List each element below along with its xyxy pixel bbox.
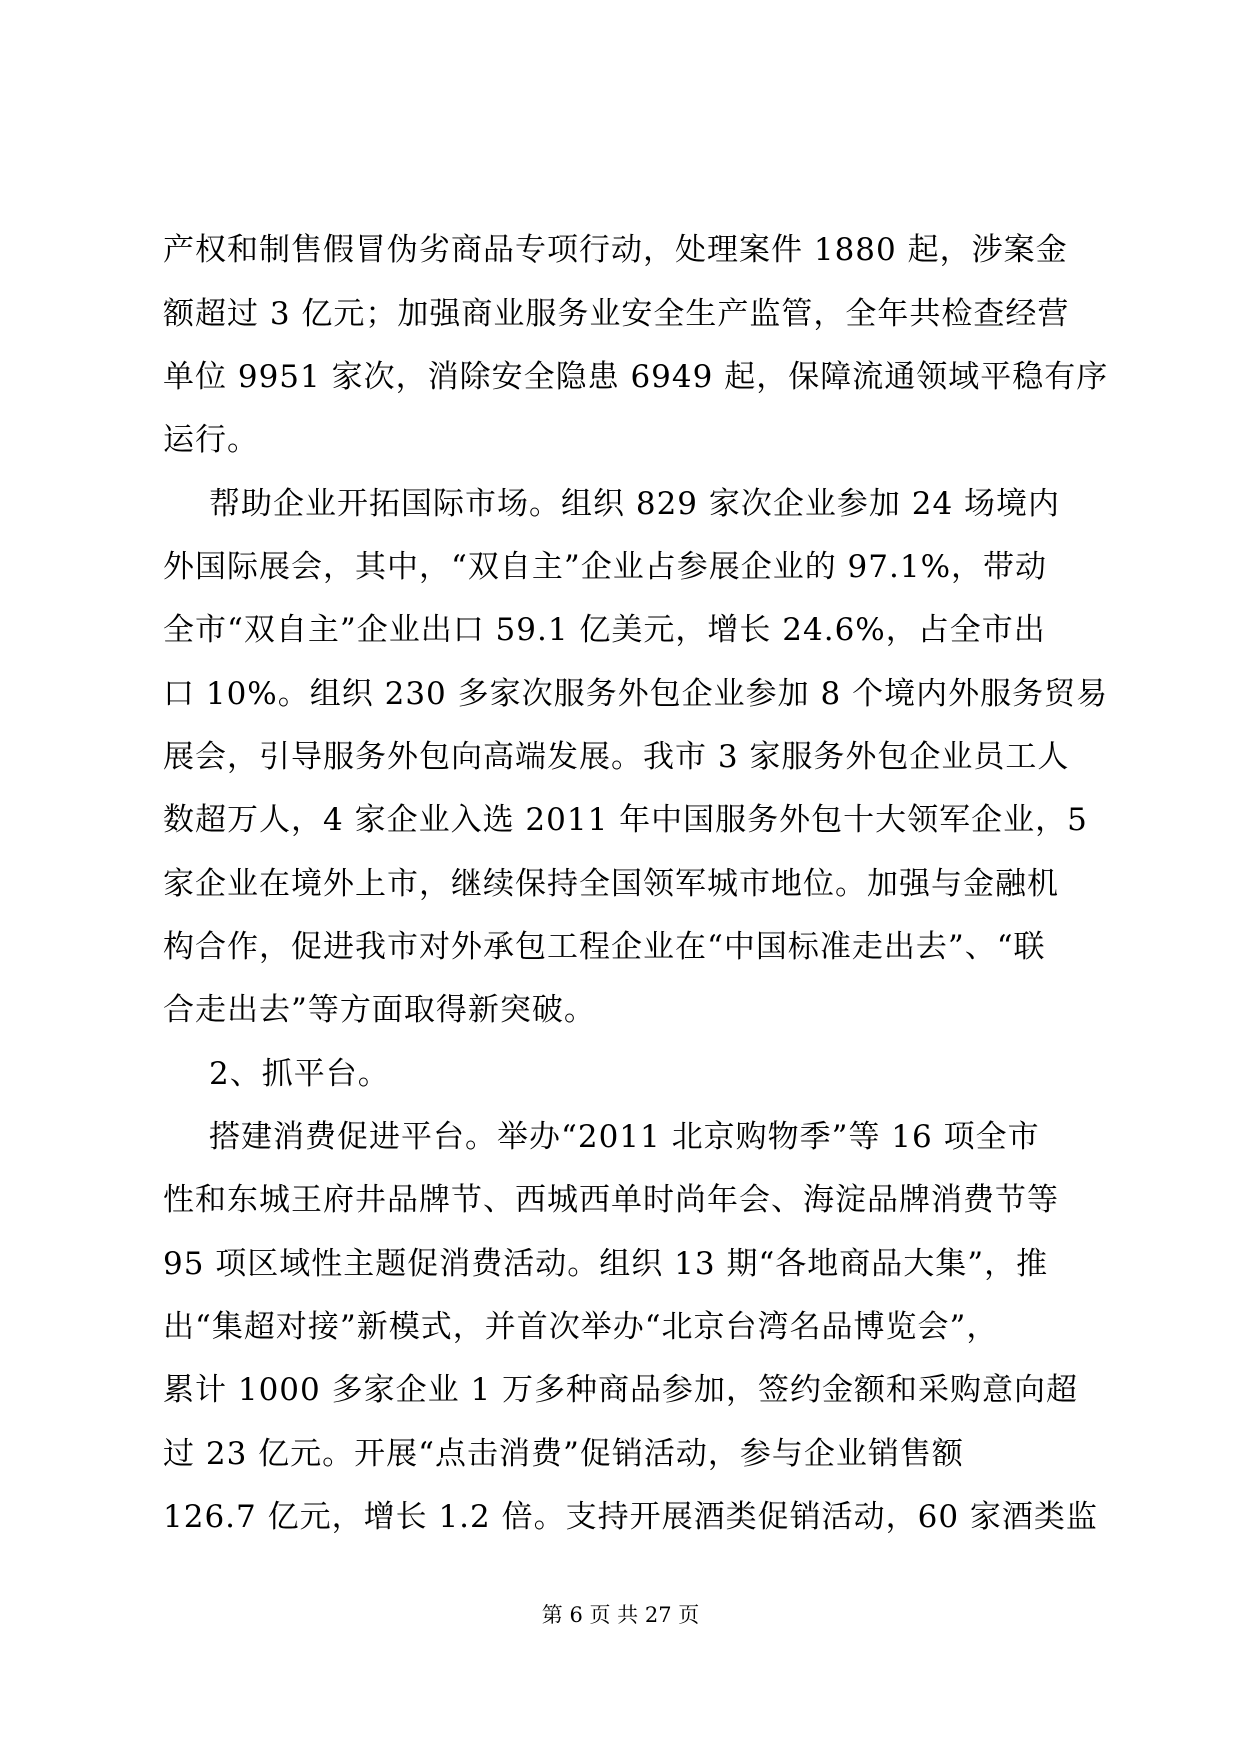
text-line: 合走出去”等方面取得新突破。 bbox=[163, 992, 596, 1028]
text-line: 家企业在境外上市，继续保持全国领军城市地位。加强与金融机 bbox=[163, 866, 1059, 902]
text-line: 过 23 亿元。开展“点击消费”促销活动，参与企业销售额 bbox=[163, 1436, 964, 1472]
section-heading: 2、抓平台。 bbox=[209, 1056, 390, 1092]
text-line: 额超过 3 亿元；加强商业服务业安全生产监管，全年共检查经营 bbox=[163, 296, 1070, 332]
text-line: 数超万人，4 家企业入选 2011 年中国服务外包十大领军企业，5 bbox=[163, 802, 1088, 838]
text-line: 口 10%。组织 230 多家次服务外包企业参加 8 个境内外服务贸易 bbox=[163, 676, 1109, 712]
text-line: 累计 1000 多家企业 1 万多种商品参加，签约金额和采购意向超 bbox=[163, 1372, 1079, 1408]
text-line: 95 项区域性主题促消费活动。组织 13 期“各地商品大集”，推 bbox=[163, 1246, 1049, 1282]
text-line: 性和东城王府井品牌节、西城西单时尚年会、海淀品牌消费节等 bbox=[163, 1182, 1059, 1218]
text-line: 外国际展会，其中，“双自主”企业占参展企业的 97.1%，带动 bbox=[163, 549, 1048, 585]
page-number-footer: 第 6 页 共 27 页 bbox=[541, 1603, 700, 1627]
text-line: 运行。 bbox=[163, 422, 259, 458]
text-line: 产权和制售假冒伪劣商品专项行动，处理案件 1880 起，涉案金 bbox=[163, 232, 1068, 268]
paragraph-first-line: 帮助企业开拓国际市场。组织 829 家次企业参加 24 场境内 bbox=[209, 486, 1061, 522]
text-line: 全市“双自主”企业出口 59.1 亿美元，增长 24.6%，占全市出 bbox=[163, 612, 1046, 648]
text-line: 出“集超对接”新模式，并首次举办“北京台湾名品博览会”， bbox=[163, 1309, 999, 1345]
text-line: 单位 9951 家次，消除安全隐患 6949 起，保障流通领域平稳有序 bbox=[163, 359, 1109, 395]
text-line: 展会，引导服务外包向高端发展。我市 3 家服务外包企业员工人 bbox=[163, 739, 1070, 775]
text-line: 126.7 亿元，增长 1.2 倍。支持开展酒类促销活动，60 家酒类监 bbox=[163, 1499, 1098, 1535]
text-line: 构合作，促进我市对外承包工程企业在“中国标准走出去”、“联 bbox=[163, 929, 1046, 965]
paragraph-first-line: 搭建消费促进平台。举办“2011 北京购物季”等 16 项全市 bbox=[209, 1119, 1040, 1155]
